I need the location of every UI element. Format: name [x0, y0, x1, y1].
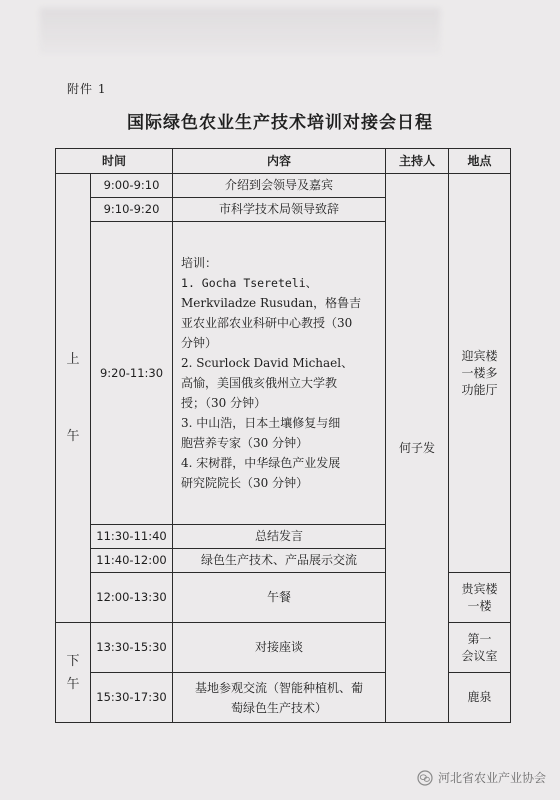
time-cell: 13:30-15:30 — [91, 623, 173, 673]
content-line: 研究院院长（30 分钟） — [181, 476, 309, 490]
content-line: Merkviladze Rusudan，格鲁吉 — [181, 296, 362, 310]
annex-label: 附件 1 — [67, 82, 107, 96]
time-cell: 9:10-9:20 — [91, 198, 173, 222]
period-afternoon: 下 午 — [56, 623, 91, 723]
document-title: 国际绿色农业生产技术培训对接会日程 — [127, 113, 433, 133]
content-line: 1. Gocha Tsereteli、 — [181, 276, 318, 290]
place-cell-lunch: 贵宾楼 一楼 — [449, 573, 511, 623]
schedule-table — [55, 148, 511, 723]
content-line: 授；（30 分钟） — [181, 396, 267, 410]
content-line: 分钟） — [181, 336, 218, 350]
table-header-row — [56, 149, 511, 174]
place-cell-main: 迎宾楼 一楼多 功能厅 — [449, 174, 511, 573]
header-host: 主持人 — [386, 149, 449, 174]
time-cell: 12:00-13:30 — [91, 573, 173, 623]
wechat-logo-icon — [417, 770, 433, 786]
content-line: 3. 中山浩，日本土壤修复与细 — [181, 416, 341, 430]
table-row — [56, 174, 511, 198]
content-cell: 市科学技术局领导致辞 — [173, 198, 386, 222]
time-cell: 15:30-17:30 — [91, 673, 173, 723]
content-line: 4. 宋树群，中华绿色产业发展 — [181, 456, 341, 470]
time-cell: 9:20-11:30 — [91, 222, 173, 525]
header-time: 时间 — [56, 149, 173, 174]
content-cell: 绿色生产技术、产品展示交流 — [173, 549, 386, 573]
content-cell: 基地参观交流（智能种植机、葡 萄绿色生产技术） — [173, 673, 386, 723]
time-cell: 9:00-9:10 — [91, 174, 173, 198]
header-content: 内容 — [173, 149, 386, 174]
content-line: 培训： — [181, 256, 218, 270]
watermark-text: 河北省农业产业协会 — [437, 771, 546, 785]
header-place: 地点 — [449, 149, 511, 174]
watermark — [417, 769, 546, 786]
host-cell: 何子发 — [386, 174, 449, 723]
place-cell-visit: 鹿泉 — [449, 673, 511, 723]
scan-bleed-through — [40, 8, 440, 54]
period-morning: 上 午 — [56, 174, 91, 623]
time-cell: 11:30-11:40 — [91, 525, 173, 549]
content-cell: 介绍到会领导及嘉宾 — [173, 174, 386, 198]
content-cell: 总结发言 — [173, 525, 386, 549]
place-cell-meeting: 第一 会议室 — [449, 623, 511, 673]
content-line: 胞营养专家（30 分钟） — [181, 436, 309, 450]
content-line: 高愉，美国俄亥俄州立大学教 — [181, 376, 338, 390]
content-cell: 午餐 — [173, 573, 386, 623]
time-cell: 11:40-12:00 — [91, 549, 173, 573]
content-line: 2. Scurlock David Michael、 — [181, 356, 354, 370]
training-content-cell — [173, 222, 386, 525]
content-line: 亚农业部农业科研中心教授（30 — [181, 316, 353, 330]
content-cell: 对接座谈 — [173, 623, 386, 673]
